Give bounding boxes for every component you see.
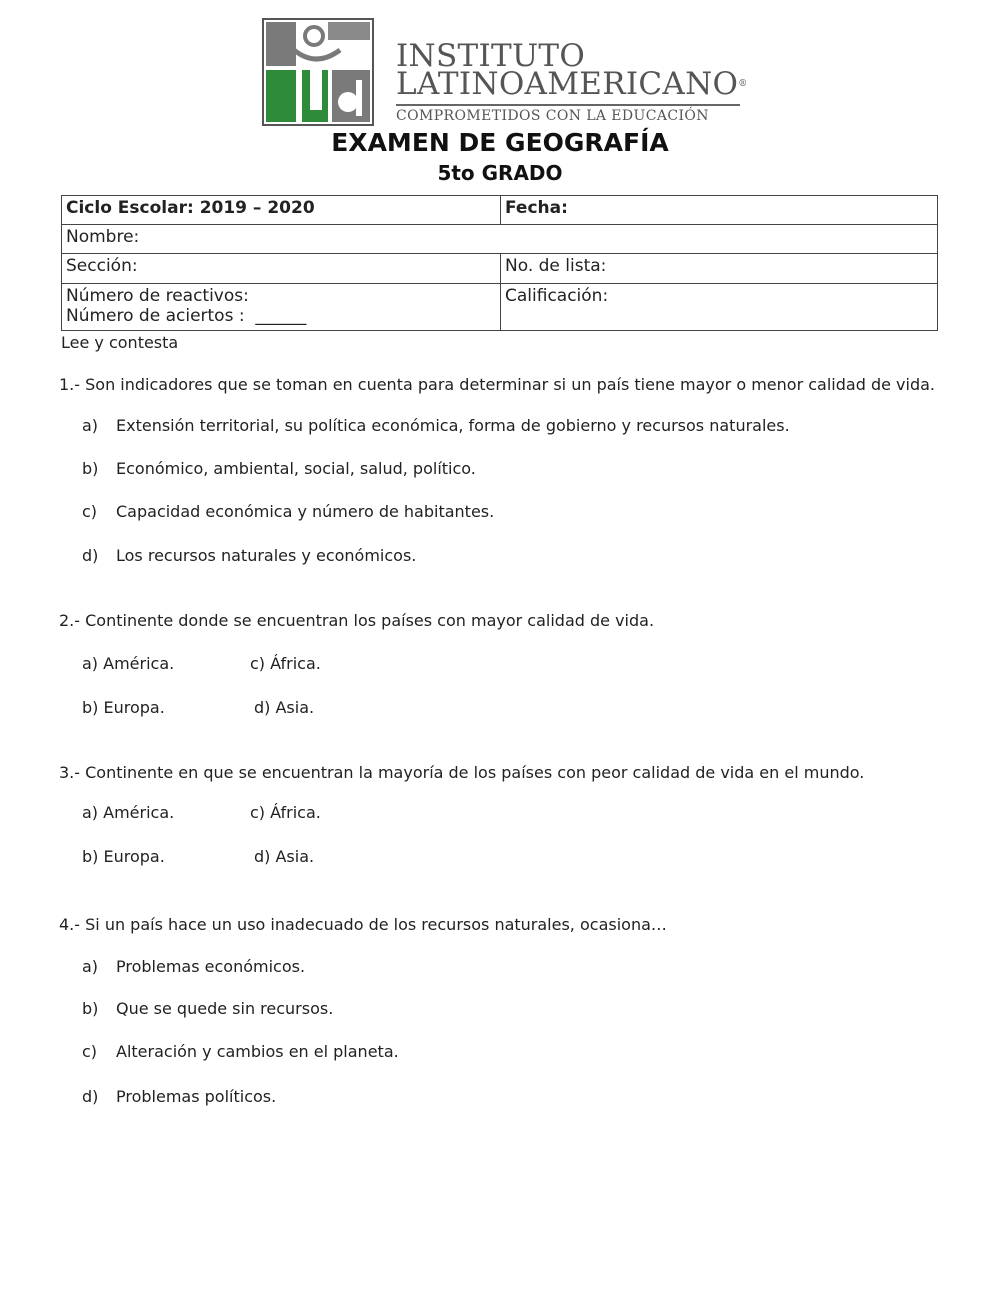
q4-option-b[interactable] [82,999,333,1018]
institute-logo [262,18,748,128]
instructions: Lee y contesta [61,333,179,352]
q2-option-c[interactable]: c) África. [250,654,321,673]
q1-option-a[interactable] [82,416,790,435]
question-2: 2.- Continente donde se encuentran los países con mayor calidad de vida. [59,611,655,630]
question-1: 1.- Son indicadores que se toman en cuenta para determinar si un país tiene mayor o menor calidad de vida. [59,375,935,394]
q1-option-d[interactable] [82,546,416,565]
registered-mark: ® [738,79,748,89]
option-text: Problemas económicos. [116,957,306,976]
q3-option-c[interactable]: c) África. [250,803,321,822]
q3-option-b[interactable]: b) Europa. [82,847,165,866]
option-text: Extensión territorial, su política económica, forma de gobierno y recursos naturales. [116,416,790,435]
q1-option-b[interactable] [82,459,476,478]
aciertos-label: Número de aciertos : ______ [66,306,307,326]
logo-line-2 [396,68,748,100]
logo-line-2-text: LATINOAMERICANO [396,66,739,102]
list-number-field[interactable]: No. de lista: [501,254,938,284]
option-letter: a) [82,957,99,976]
option-letter: b) [82,999,99,1018]
option-letter: c) [82,502,98,521]
q3-option-a[interactable]: a) América. [82,803,175,822]
question-4: 4.- Si un país hace un uso inadecuado de los recursos naturales, ocasiona… [59,915,667,934]
q2-option-a[interactable]: a) América. [82,654,175,673]
option-text: Problemas políticos. [116,1087,277,1106]
logo-divider [396,104,740,106]
option-text: Que se quede sin recursos. [116,999,334,1018]
option-letter: a) [82,416,99,435]
option-letter: b) [82,459,99,478]
option-letter: c) [82,1042,98,1061]
reactivos-label: Número de reactivos: [66,286,249,306]
option-letter: d) [82,546,99,565]
option-text: Los recursos naturales y económicos. [116,546,417,565]
question-3: 3.- Continente en que se encuentran la mayoría de los países con peor calidad de vida en el mundo. [59,763,865,782]
option-text: Económico, ambiental, social, salud, político. [116,459,476,478]
reactivos-field[interactable] [62,284,501,331]
q2-option-d[interactable]: d) Asia. [254,698,315,717]
option-text: Capacidad económica y número de habitantes. [116,502,495,521]
student-info-table [61,195,938,331]
logo-line-1: INSTITUTO [396,38,586,74]
q2-option-b[interactable]: b) Europa. [82,698,165,717]
logo-emblem-icon [262,18,374,126]
q4-option-c[interactable] [82,1042,399,1061]
name-field[interactable]: Nombre: [62,225,938,254]
q3-option-d[interactable]: d) Asia. [254,847,315,866]
option-text: Alteración y cambios en el planeta. [116,1042,399,1061]
exam-title: EXAMEN DE GEOGRAFÍA [331,128,669,157]
section-field[interactable]: Sección: [62,254,501,284]
q1-option-c[interactable] [82,502,494,521]
logo-tagline: COMPROMETIDOS CON LA EDUCACIÓN [396,108,709,124]
q4-option-d[interactable] [82,1087,276,1106]
q4-option-a[interactable] [82,957,305,976]
grade-field[interactable]: Calificación: [501,284,938,331]
option-letter: d) [82,1087,99,1106]
date-field[interactable]: Fecha: [501,196,938,225]
school-year-cell: Ciclo Escolar: 2019 – 2020 [62,196,501,225]
exam-grade: 5to GRADO [437,161,563,185]
